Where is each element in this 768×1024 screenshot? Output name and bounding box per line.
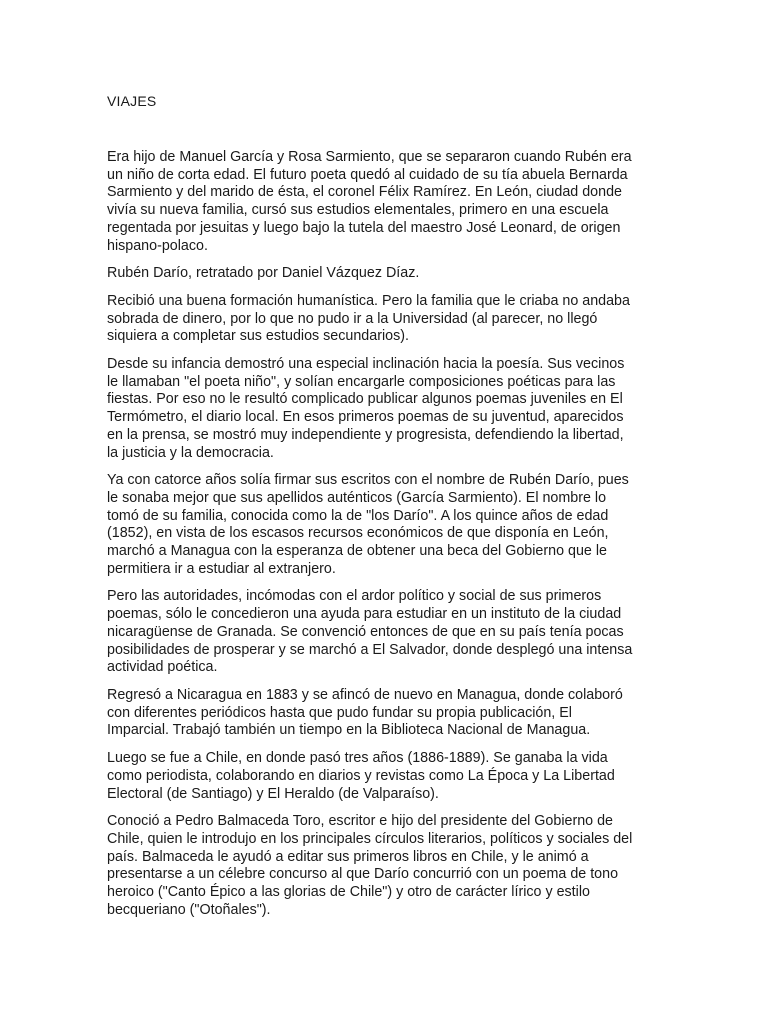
paragraph-line: le sonaba mejor que sus apellidos auténticos (García Sarmiento). El nombre lo [107, 489, 607, 506]
paragraph-line: siquiera a completar sus estudios secundarios). [107, 328, 409, 345]
paragraph-line: Ya con catorce años solía firmar sus escritos con el nombre de Rubén Darío, pues [107, 472, 629, 489]
paragraph-line: poemas, sólo le concedieron una ayuda para estudiar en un instituto de la ciudad [107, 606, 622, 623]
paragraph [107, 687, 707, 740]
paragraph-line: Regresó a Nicaragua en 1883 y se afincó de nuevo en Managua, donde colaboró [107, 686, 623, 703]
paragraph-line: un niño de corta edad. El futuro poeta quedó al cuidado de su tía abuela Bernarda [107, 166, 628, 183]
paragraph-line: Termómetro, el diario local. En esos primeros poemas de su juventud, aparecidos [107, 409, 624, 426]
paragraph-line: Rubén Darío, retratado por Daniel Vázquez Díaz. [107, 265, 420, 282]
paragraph-line: posibilidades de prosperar y se marchó a El Salvador, donde desplegó una intensa [107, 641, 633, 658]
paragraph-line: Era hijo de Manuel García y Rosa Sarmiento, que se separaron cuando Rubén era [107, 149, 632, 165]
paragraph [107, 813, 707, 919]
paragraph-line: heroico ("Canto Épico a las glorias de Chile") y otro de carácter lírico y estilo [107, 884, 590, 901]
paragraph [107, 588, 707, 677]
paragraph-line: nicaragüense de Granada. Se convenció entonces de que en su país tenía pocas [107, 623, 624, 640]
paragraph-line: Pero las autoridades, incómodas con el ardor político y social de sus primeros [107, 588, 602, 605]
paragraph-line: hispano-polaco. [107, 237, 208, 254]
paragraph-line: en la prensa, se mostró muy independiente y progresista, defendiendo la libertad, [107, 426, 624, 443]
paragraph-line: Electoral (de Santiago) y El Heraldo (de Valparaíso). [107, 785, 439, 802]
paragraph-line: Chile, quien le introdujo en los principales círculos literarios, políticos y sociales del [107, 830, 633, 847]
paragraph-line: vivía su nueva familia, cursó sus estudios elementales, primero en una escuela [107, 202, 609, 219]
paragraph-line: Conoció a Pedro Balmaceda Toro, escritor e hijo del presidente del Gobierno de [107, 813, 613, 830]
paragraph-line: le llamaban "el poeta niño", y solían encargarle composiciones poéticas para las [107, 373, 616, 390]
paragraph-line: Luego se fue a Chile, en donde pasó tres años (1886-1889). Se ganaba la vida [107, 750, 608, 767]
paragraph [107, 149, 707, 255]
paragraph-line: como periodista, colaborando en diarios y revistas como La Época y La Libertad [107, 767, 615, 784]
paragraph-line: país. Balmaceda le ayudó a editar sus primeros libros en Chile, y le animó a [107, 848, 589, 865]
paragraph-line: actividad poética. [107, 659, 218, 676]
paragraph-line: Desde su infancia demostró una especial inclinación hacia la poesía. Sus vecinos [107, 356, 625, 373]
paragraph-line: Imparcial. Trabajó también un tiempo en la Biblioteca Nacional de Managua. [107, 722, 591, 739]
paragraph [107, 265, 707, 283]
paragraph [107, 750, 707, 803]
paragraph-line: fiestas. Por eso no le resultó complicado publicar algunos poemas juveniles en El [107, 391, 623, 408]
paragraph-line: tomó de su familia, conocida como la de "los Darío". A los quince años de edad [107, 507, 609, 524]
paragraph [107, 472, 707, 578]
document-body [107, 149, 707, 929]
paragraph-line: (1852), en vista de los escasos recursos económicos de que disponía en León, [107, 525, 609, 542]
paragraph-line: permitiera ir a estudiar al extranjero. [107, 560, 336, 577]
paragraph-line: regentada por jesuitas y luego bajo la tutela del maestro José Leonard, de origen [107, 219, 621, 236]
paragraph-line: con diferentes periódicos hasta que pudo fundar su propia publicación, El [107, 704, 572, 721]
paragraph-line: sobrada de dinero, por lo que no pudo ir a la Universidad (al parecer, no llegó [107, 310, 598, 327]
paragraph-line: Recibió una buena formación humanística. Pero la familia que le criaba no andaba [107, 292, 630, 309]
paragraph-line: Sarmiento y del marido de ésta, el coronel Félix Ramírez. En León, ciudad donde [107, 184, 622, 201]
paragraph-line: la justicia y la democracia. [107, 444, 274, 461]
paragraph [107, 356, 707, 462]
paragraph [107, 293, 707, 346]
paragraph-line: marchó a Managua con la esperanza de obtener una beca del Gobierno que le [107, 543, 607, 560]
paragraph-line: presentarse a un célebre concurso al que Darío concurrió con un poema de tono [107, 866, 619, 883]
document-title: VIAJES [107, 93, 157, 109]
paragraph-line: becqueriano ("Otoñales"). [107, 901, 271, 918]
